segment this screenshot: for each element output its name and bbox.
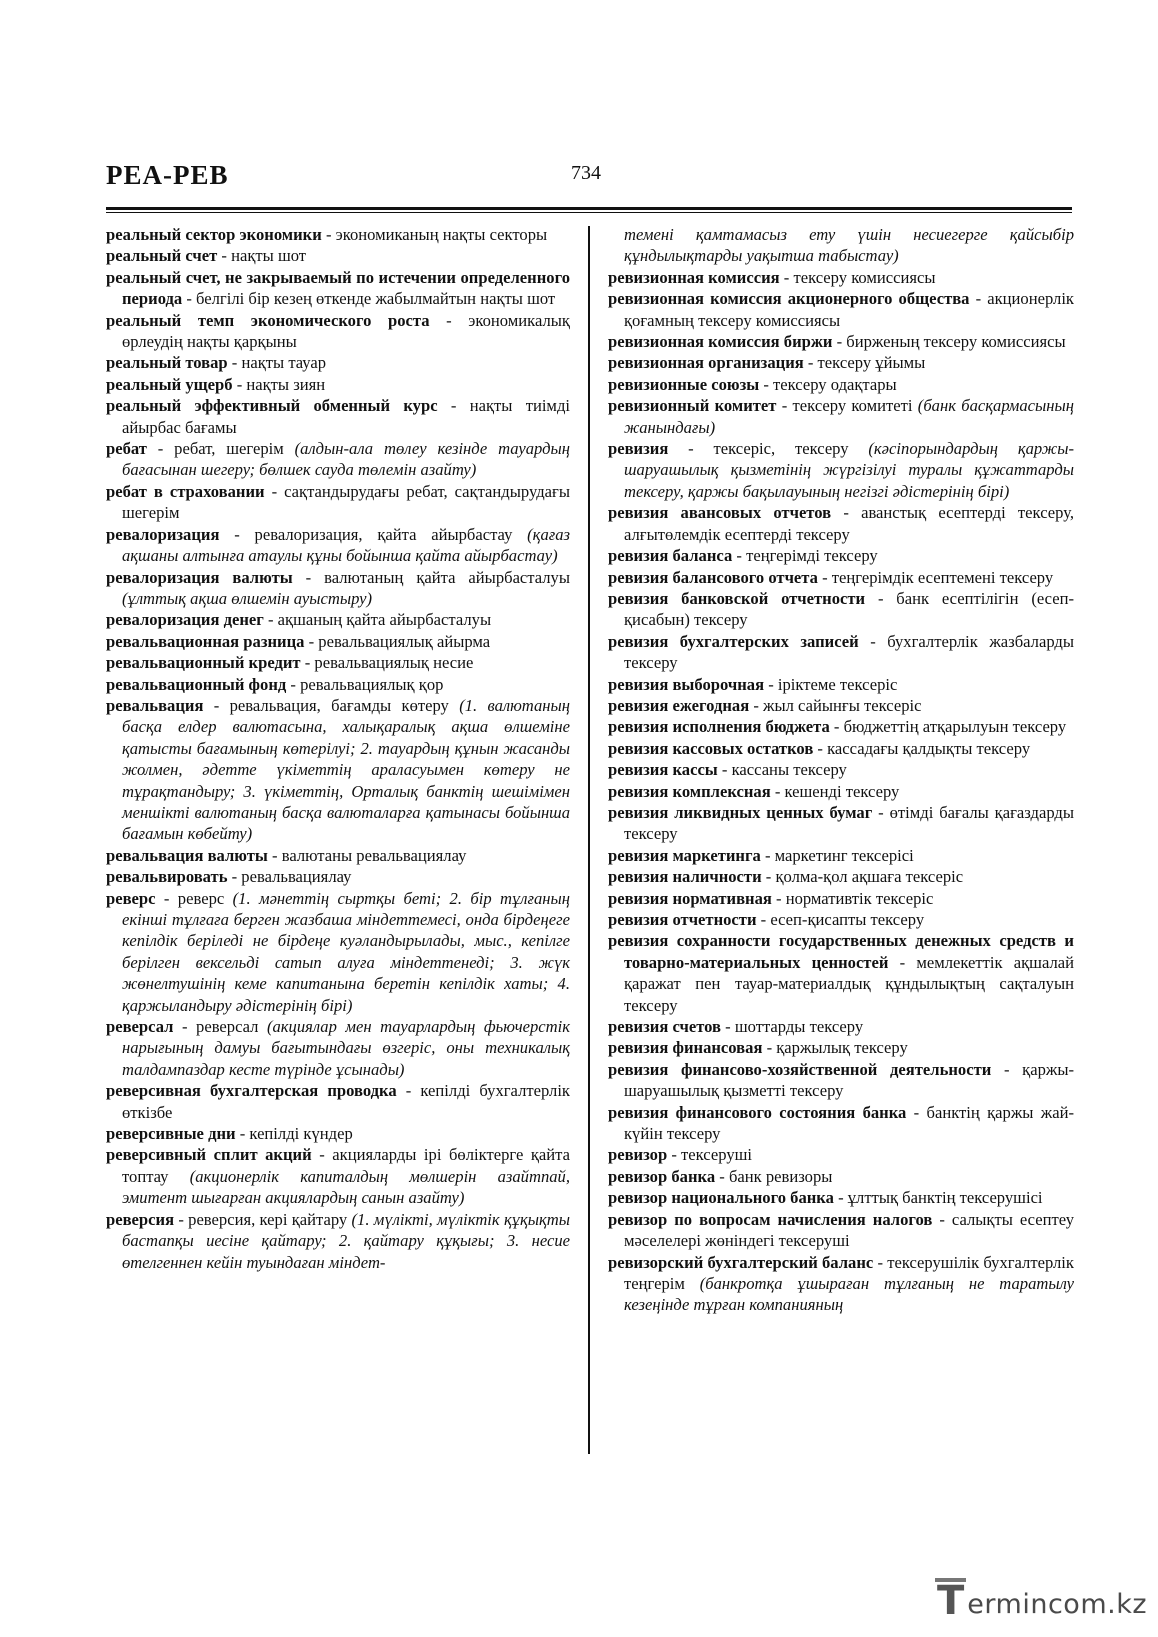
entry-translation: - валютаның қайта айырбасталуы [292,567,570,587]
entry-term: реальный сектор экономики [106,225,322,244]
entry-translation: - белгілі бір кезең өткенде жабылмайтын нақты шот [182,289,556,309]
entry-translation: - ревальвациялық айырма [304,631,491,651]
entry-note: (кәсіпорындардың қаржы-шаруашылық қызметінің жүргізілуі туралы құжаттарды тексеру, қаржы бақылауының негізгі әдістерінің бірі) [624,439,1074,501]
entry-translation: - кепілді күндер [235,1124,353,1144]
entry-term: ревальвация валюты [106,845,268,865]
dictionary-entry [608,1144,1074,1165]
entry-term: ревизия ежегодная [608,695,750,715]
entry-term: ревизионные союзы [608,374,760,394]
dictionary-entry [608,438,1074,502]
dictionary-entry [106,1209,570,1273]
entry-term: ревизионная комиссия [608,267,780,287]
dictionary-entry [608,288,1074,331]
entry-note: (банкротқа ұшыраған тұлғаның не таратылу кезеңінде тұрған компанияның [624,1273,1074,1315]
entry-translation: - экономиканың нақты секторы [321,225,548,244]
dictionary-entry [106,567,570,610]
entry-translation: - нақты тиімді айырбас бағамы [122,396,570,437]
entry-term: ревизионная комиссия акционерного общества [608,289,970,309]
dictionary-entry [106,224,570,245]
dictionary-entry [106,310,570,353]
entry-translation: - кассадағы қалдықты тексеру [813,738,1031,758]
entry-translation: - тексеру ұйымы [803,353,926,373]
entry-translation: - теңгерімдік есептемені тексеру [817,567,1054,587]
entry-translation: - валютаны ревальвациялау [267,845,467,865]
dictionary-entry [106,866,570,887]
entry-note: (банк басқармасының жанындағы) [624,396,1074,437]
entry-translation: - ұлттық банктің тексерушісі [833,1188,1043,1208]
dictionary-entry [608,1059,1074,1102]
entry-term: ревизия исполнения бюджета [608,717,830,737]
dictionary-entry [608,759,1074,780]
entry-translation: - өтімді бағалы қағаздарды тексеру [624,802,1075,844]
entry-term: ребат в страховании [106,481,265,501]
entry-term: реверсивная бухгалтерская проводка [106,1081,397,1101]
entry-term: ревальвация [106,695,204,715]
entry-term: ревизия финансового состояния банка [608,1102,907,1122]
dictionary-entry [106,374,570,395]
entry-term: ревизия наличности [608,867,762,887]
dictionary-entry [608,374,1074,395]
entry-translation: - акцияларды ірі бөліктерге қайта топтау [122,1145,570,1186]
entry-term: ревизионная комиссия биржи [608,332,833,352]
dictionary-entry [608,545,1074,566]
entry-translation: - тексеру комиссиясы [779,267,936,287]
entry-note: (алдын-ала төлеу кезінде тауардың бағасынан шегеру; бөлшек сауда төлемін азайту) [122,439,570,480]
entry-term: ревалоризация денег [106,610,264,630]
dictionary-entry [608,1166,1074,1187]
entry-translation: - жыл сайынғы тексеріс [749,695,922,715]
entry-translation: - тексеру комитеті [776,396,918,416]
entry-note: (1. валютаның басқа елдер валютасына, халықаралық ақша өлшеміне қатысты бағамының көтерілуі; 2. тауардың құнын жасанды жолмен, әдетте үкіметтің араласуымен көтеру не тұрақтандыру; 3. үкіметтің, Орталық банктің шешімімен меншікті валютаның басқа валюталарға қатынасы бойынша бағамын көбейту) [122,695,570,844]
entry-term: реальный ущерб [106,374,233,394]
dictionary-entry [608,781,1074,802]
dictionary-entry [608,1187,1074,1208]
dictionary-entry [608,631,1074,674]
entry-translation: - қаржылық тексеру [762,1038,908,1058]
entry-term: ревизия балансового отчета [608,567,818,587]
entry-term: ревизионная организация [608,353,804,373]
entry-translation: - нақты тауар [227,353,327,373]
entry-translation: - тексерушілік бухгалтерлік теңгерім [624,1252,1074,1293]
entry-translation: - реверсал [173,1017,267,1037]
entry-translation: - тексеріс, тексеру [668,439,869,459]
dictionary-entry [608,845,1074,866]
entry-term: ревизия счетов [608,1017,722,1037]
dictionary-entry [106,674,570,695]
entry-term: ревизия банковской отчетности [608,588,866,608]
entry-term: реверсивные дни [106,1124,236,1144]
entry-translation: - қаржы-шаруашылық қызметті тексеру [624,1059,1075,1101]
entry-translation: - нақты шот [217,246,307,266]
dictionary-entry [608,567,1074,588]
dictionary-entry [608,1209,1074,1252]
dictionary-entry [608,674,1074,695]
entry-term: ревизия [608,439,669,459]
termincom-logo [935,1576,1148,1624]
dictionary-entry [608,716,1074,737]
logo-letter: T [937,1578,965,1624]
entry-translation: - кешенді тексеру [770,781,900,801]
entry-term: ревалоризация валюты [106,567,293,587]
entry-translation: - салықты есептеу мәселелері жөніндегі тексеруші [624,1209,1074,1251]
entry-translation: - есеп-қисапты тексеру [756,910,925,929]
entry-term: ревальвационный фонд [106,674,287,694]
entry-term: ревизия комплексная [608,781,771,801]
entry-term: реальный счет [106,246,218,266]
entry-term: ревизия финансово-хозяйственной деятельности [608,1059,992,1079]
entry-term: ревальвационный кредит [106,653,301,673]
dictionary-entry [106,609,570,630]
entry-translation: - сақтандырудағы ребат, сақтандырудағы шегерім [122,481,570,523]
entry-term: ревизия финансовая [608,1038,763,1058]
dictionary-entry [608,1016,1074,1037]
dictionary-entry [106,695,570,845]
logo-text: ermincom.kz [967,1589,1148,1620]
entry-note: (1. мәнеттің сыртқы беті; 2. бір тұлғаның екінші тұлғаға берген жазбаша міндеттемесі, онда бірдеңеге кепілдік беріледі не бірдеңе куәландырылады, мыс., кепілге берілген вексельді сатып алуға міндеттенеді; 3. жүк жөнелтушінің кеме капитанына беретін кепілдік хаты; 4. қаржыландыру әдістерінің бірі) [122,888,570,1015]
entry-term: ревизия выборочная [608,674,765,694]
dictionary-entry [608,1252,1074,1316]
entry-term: ревизия авансовых отчетов [608,503,832,523]
entry-note: (акциялар мен тауарлардың фьючерстік нарығының дамуы бағытындағы өзгеріс, оны техникалық талдампаздар кесте түрінде ұсынады) [122,1017,570,1079]
entry-translation: - ақшаның қайта айырбасталуы [263,610,492,630]
entry-translation: - банктің қаржы жай-күйін тексеру [624,1102,1074,1144]
dictionary-entry [106,1144,570,1208]
entry-term: ревизор национального банка [608,1188,834,1208]
entry-term: реверсал [106,1017,174,1037]
dictionary-entry [106,1123,570,1144]
entry-translation: - ревальвация, бағамды көтеру [203,695,460,715]
column-divider [588,226,590,1454]
entry-term: ревизор по вопросам начисления налогов [608,1209,933,1229]
entry-term: ревизия кассовых остатков [608,738,814,758]
entry-term: ревальвационная разница [106,631,305,651]
entry-term: ревизия отчетности [608,910,757,929]
dictionary-entry [106,845,570,866]
header-rule-thick [106,207,1072,210]
dictionary-entry [106,1080,570,1123]
dictionary-entry [608,930,1074,1016]
entry-term: реальный эффективный обменный курс [106,396,438,416]
dictionary-entry [608,1037,1074,1058]
entry-term: реальный счет, не закрываемый по истечении определенного периода [106,267,570,309]
dictionary-entry [106,524,570,567]
entry-translation: - тексеруші [667,1145,753,1165]
dictionary-entry [608,331,1074,352]
dictionary-entry [106,1016,570,1080]
entry-note: темені қамтамасыз ету үшін несиегерге қайсыбір құндылықтарды уақытша табыстау) [624,225,1074,266]
entry-term: ревизорский бухгалтерский баланс [608,1252,874,1272]
dictionary-entry [608,588,1074,631]
entry-term: ревизия бухгалтерских записей [608,631,859,651]
dictionary-entry [608,738,1074,759]
dictionary-entry [608,695,1074,716]
dictionary-entry [608,224,1074,267]
entry-translation: - аванстық есептерді тексеру, алғытөлемдік есептерді тексеру [624,503,1074,544]
entry-translation: - нақты зиян [232,374,326,394]
dictionary-entry [608,395,1074,438]
entry-translation: - нормативтік тексеріс [771,888,934,908]
entry-term: ревизионный комитет [608,396,777,416]
entry-translation: - реверс [155,888,233,908]
dictionary-entry [106,438,570,481]
entry-term: ревизия кассы [608,760,718,780]
entry-translation: - кепілді бухгалтерлік өткізбе [122,1081,570,1122]
entry-translation: - қолма-қол ақшаға тексеріс [761,867,964,887]
entry-translation: - ребат, шегерім [146,439,295,459]
dictionary-entry [106,481,570,524]
dictionary-entry [608,352,1074,373]
entry-translation: - банк ревизоры [715,1166,833,1186]
entry-note: (ұлттық ақша өлшемін ауыстыру) [122,588,373,608]
entry-term: ревалоризация [106,524,220,544]
page-header [106,160,1072,210]
dictionary-entry [106,652,570,673]
right-column [608,224,1074,1316]
running-head: РЕА-РЕВ [106,160,229,190]
entry-translation: - банк есептілігін (есеп-қисабын) тексеру [624,588,1074,630]
entry-term: ревизия сохранности государственных денежных средств и товарно-материальных ценностей [608,931,1074,972]
entry-term: ревальвировать [106,867,228,887]
dictionary-entry [608,888,1074,909]
entry-term: ребат [106,439,147,459]
left-column [106,224,570,1273]
entry-term: реверсивный сплит акций [106,1145,312,1165]
entry-translation: - бухгалтерлік жазбаларды тексеру [624,631,1074,673]
dictionary-entry [608,502,1074,545]
entry-term: ревизия баланса [608,546,733,566]
entry-term: реальный темп экономического роста [106,310,430,330]
dictionary-entry [106,888,570,1016]
entry-translation: - теңгерімді тексеру [732,546,878,566]
entry-translation: - маркетинг тексерісі [760,845,914,865]
entry-translation: - ревальвациялау [227,867,352,887]
entry-translation: - экономикалық өрлеудің нақты қарқыны [122,310,570,352]
dictionary-entry [608,1102,1074,1145]
entry-translation: - ревальвациялық несие [300,653,474,673]
entry-translation: - тексеру одақтары [759,374,897,394]
entry-translation: - ревалоризация, қайта айырбастау [219,524,528,544]
entry-translation: - кассаны тексеру [717,760,847,780]
entry-note: (қағаз ақшаны алтынға атаулы құны бойынша қайта айырбастау) [122,524,570,566]
entry-translation: - іріктеме тексеріс [764,674,898,694]
dictionary-entry [106,352,570,373]
entry-translation: - шоттарды тексеру [721,1017,864,1037]
entry-note: (акционерлік капиталдың мөлшерін азайтпай, эмитент шығарған акциялардың санын азайту) [122,1166,570,1208]
entry-term: реверс [106,888,156,908]
entry-translation: - реверсия, кері қайтару [174,1209,352,1229]
entry-term: ревизор [608,1145,668,1165]
dictionary-entry [608,909,1074,930]
dictionary-entry [106,267,570,310]
entry-term: реальный товар [106,353,228,373]
dictionary-entry [106,395,570,438]
entry-translation: - мемлекеттік ақшалай қаражат пен тауар-материалдық құндылықтың сақталуын тексеру [624,952,1074,1015]
dictionary-entry [106,631,570,652]
entry-term: реверсия [106,1209,175,1229]
dictionary-entry [608,802,1074,845]
entry-translation: - ревальвациялық қор [286,674,444,694]
dictionary-entry [608,866,1074,887]
dictionary-entry [106,245,570,266]
entry-translation: - бирженың тексеру комиссиясы [832,332,1066,352]
entry-translation: - акционерлік қоғамның тексеру комиссиясы [624,289,1074,330]
header-rule-thin [106,212,1072,213]
page-number: 734 [571,162,601,184]
entry-term: ревизия ликвидных ценных бумаг [608,802,873,822]
entry-term: ревизия нормативная [608,888,772,908]
dictionary-entry [608,267,1074,288]
entry-translation: - бюджеттің атқарылуын тексеру [829,717,1067,737]
entry-term: ревизор банка [608,1166,716,1186]
entry-note: (1. мүлікті, мүліктік құқықты бастапқы иесіне қайтару; 2. қайтару құқығы; 3. несие өтелгеннен кейін туындаған міндет- [122,1209,571,1272]
entry-term: ревизия маркетинга [608,845,761,865]
